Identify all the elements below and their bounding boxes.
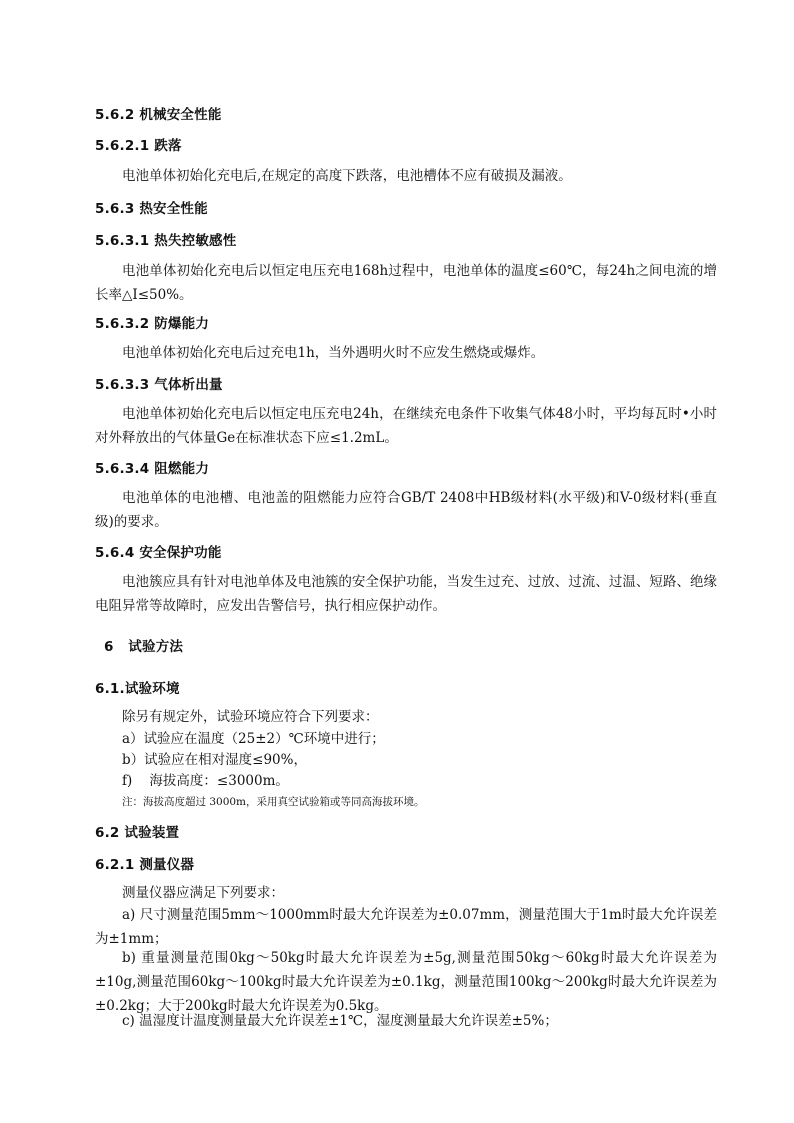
paragraph-5-6-3-2: 电池单体初始化充电后过充电1h，当外遇明火时不应发生燃烧或爆炸。 [122, 345, 545, 361]
heading-6-1: 6.1.试验环境 [95, 681, 180, 697]
heading-5-6-4: 5.6.4 安全保护功能 [95, 545, 222, 561]
paragraph-6-2-1-intro: 测量仪器应满足下列要求： [122, 885, 284, 901]
list-item-6-1-b: b）试验应在相对湿度≤90%， [122, 752, 307, 768]
paragraph-5-6-3-1: 电池单体初始化充电后以恒定电压充电168h过程中，电池单体的温度≤60℃，每24h之间电流的增长率△I≤50%。 [95, 263, 717, 303]
heading-5-6-2: 5.6.2 机械安全性能 [95, 107, 222, 123]
list-item-6-2-1-a: a) 尺寸测量范围5mm～1000mm时最大允许误差为±0.07mm，测量范围大于1m时最大允许误差为±1mm； [95, 907, 717, 947]
heading-6-2-1: 6.2.1 测量仪器 [95, 857, 195, 873]
list-item-6-2-1-b: b) 重量测量范围0kg～50kg时最大允许误差为±5g,测量范围50kg～60kg时最大允许误差为±10g,测量范围60kg～100kg时最大允许误差为±0.1kg，测量范围100kg～200kg时最大允许误差为±0.2kg；大于200kg时最大允许误差为0.5kg。 [95, 950, 717, 1014]
list-item-6-2-1-c: c) 温湿度计温度测量最大允许误差±1℃，湿度测量最大允许误差±5%； [122, 1013, 558, 1029]
paragraph-5-6-4: 电池簇应具有针对电池单体及电池簇的安全保护功能，当发生过充、过放、过流、过温、短路、绝缘电阻异常等故障时，应发出告警信号，执行相应保护动作。 [95, 574, 717, 614]
heading-6-2: 6.2 试验装置 [95, 825, 180, 841]
paragraph-5-6-3-4: 电池单体的电池槽、电池盖的阻燃能力应符合GB/T 2408中HB级材料(水平级)和V-0级材料(垂直级)的要求。 [95, 490, 717, 530]
heading-5-6-3-4: 5.6.3.4 阻燃能力 [95, 461, 210, 477]
paragraph-5-6-3-3: 电池单体初始化充电后以恒定电压充电24h，在继续充电条件下收集气体48小时，平均每瓦时•小时对外释放出的气体量Ge在标准状态下应≤1.2mL。 [95, 406, 717, 446]
heading-5-6-2-1: 5.6.2.1 跌落 [95, 138, 182, 154]
paragraph-6-1-intro: 除另有规定外，试验环境应符合下列要求： [122, 709, 379, 725]
paragraph-5-6-2-1: 电池单体初始化充电后,在规定的高度下跌落，电池槽体不应有破损及漏液。 [122, 168, 572, 184]
heading-5-6-3-3: 5.6.3.3 气体析出量 [95, 377, 223, 393]
heading-6: 6 试验方法 [104, 639, 184, 655]
list-item-6-1-f: f) 海拔高度：≤3000m。 [122, 773, 289, 789]
list-item-6-1-a: a）试验应在温度（25±2）℃环境中进行； [122, 731, 385, 747]
heading-5-6-3-2: 5.6.3.2 防爆能力 [95, 316, 210, 332]
note-6-1: 注：海拔高度超过 3000m，采用真空试验箱或等同高海拔环境。 [122, 796, 425, 808]
heading-5-6-3-1: 5.6.3.1 热失控敏感性 [95, 233, 237, 249]
heading-5-6-3: 5.6.3 热安全性能 [95, 201, 208, 217]
